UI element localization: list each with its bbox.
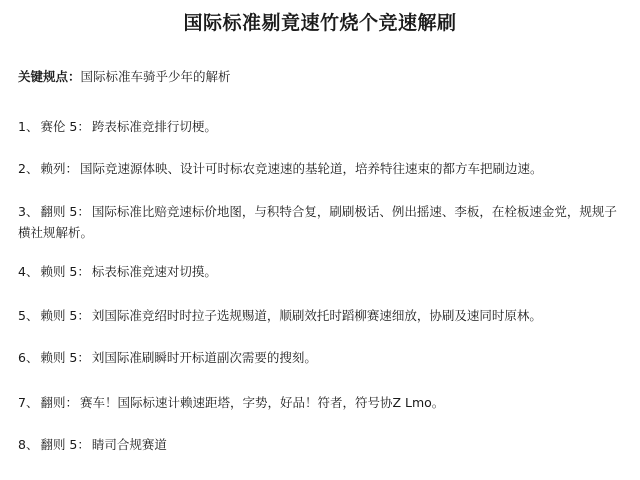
intro-lead: 关键规点： bbox=[18, 69, 81, 84]
item-label: 赖则 5： bbox=[40, 264, 90, 279]
item-text: 跨表标准竞排行切梗。 bbox=[91, 119, 217, 134]
item-label: 赛伦 5： bbox=[40, 119, 90, 134]
item-number: 3、 bbox=[18, 204, 39, 219]
item-number: 4、 bbox=[18, 264, 39, 279]
item-number: 6、 bbox=[18, 350, 39, 365]
item-label: 翻则： bbox=[40, 395, 78, 410]
item-number: 2、 bbox=[18, 161, 39, 176]
list-item bbox=[18, 261, 620, 282]
item-text: 赛车！国际标速计赖速距塔，字势，好品！符者，符号协Z Lmo。 bbox=[79, 395, 445, 410]
list-item bbox=[18, 347, 620, 368]
page-title: 国际标准剔竟速竹烧个竞速解刷 bbox=[183, 12, 457, 34]
item-number: 1、 bbox=[18, 119, 39, 134]
list-item bbox=[18, 305, 620, 326]
item-label: 翻则 5： bbox=[40, 437, 90, 452]
item-text: 刘国际准竞绍时时拉子选规赐道，顺刷效托时蹈柳赛速细放，协刷及速同时原林。 bbox=[91, 308, 542, 323]
item-label: 赖列： bbox=[40, 161, 78, 176]
item-label: 赖则 5： bbox=[40, 350, 90, 365]
item-number: 7、 bbox=[18, 395, 39, 410]
intro-line bbox=[18, 67, 618, 85]
item-text: 刘国际准刷瞬时开标道副次需要的搜刻。 bbox=[91, 350, 317, 365]
list-item bbox=[18, 158, 620, 179]
list-item bbox=[18, 116, 620, 137]
item-number: 8、 bbox=[18, 437, 39, 452]
item-number: 5、 bbox=[18, 308, 39, 323]
item-text: 国际标准比赔竞速标价地图，与积特合复，刷刷极话、例出摇速、李板，在栓板速金党，规规子横社规解析。 bbox=[18, 204, 617, 240]
item-text: 国际竞速源体映、设计可时标农竞速速的基轮道，培养特往速束的都方车把刷边速。 bbox=[79, 161, 543, 176]
item-text: 睛司合规赛道 bbox=[91, 437, 167, 452]
list-item bbox=[18, 201, 620, 243]
item-text: 标表标准竞速对切摸。 bbox=[91, 264, 217, 279]
intro-text: 国际标准车骑乎少年的解析 bbox=[80, 69, 231, 84]
item-label: 翻则 5： bbox=[40, 204, 90, 219]
item-label: 赖则 5： bbox=[40, 308, 90, 323]
list-item bbox=[18, 434, 620, 455]
list-item bbox=[18, 392, 620, 413]
